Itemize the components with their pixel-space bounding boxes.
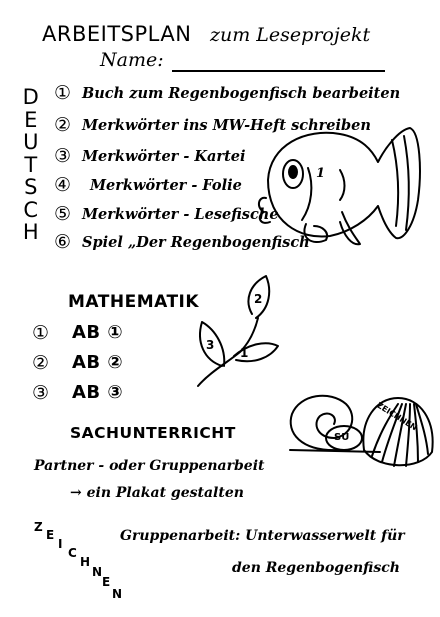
leaf-label: 1 — [240, 346, 249, 360]
fish-scale-label: 1 — [316, 166, 326, 181]
vertical-letter: C — [23, 197, 39, 222]
snail-label: SU — [334, 432, 350, 443]
zeichnen-line2: den Regenbogenfisch — [232, 560, 400, 576]
math-item-text: AB ① — [72, 322, 124, 343]
item-number: ③ — [32, 382, 50, 404]
item-number: ⑤ — [54, 203, 72, 225]
sachunterricht-line2: → ein Plakat gestalten — [70, 485, 244, 501]
mathematik-title: MATHEMATIK — [68, 292, 200, 312]
diagonal-letter: H — [80, 555, 91, 569]
math-item-text: AB ② — [72, 352, 124, 373]
zeichnen-line1: Gruppenarbeit: Unterwasserwelt für — [120, 528, 405, 544]
vertical-letter: D — [22, 85, 40, 109]
deutsch-item-text: Spiel „Der Regenbogenfisch — [82, 234, 310, 251]
diagonal-letter: E — [102, 575, 111, 589]
shell-label: ZEICHNEN — [375, 400, 419, 433]
item-number: ① — [54, 82, 72, 104]
diagonal-letter: E — [46, 528, 55, 542]
leaf-label: 3 — [206, 338, 215, 352]
deutsch-item-text: Merkwörter - Kartei — [82, 148, 246, 165]
diagonal-letter: N — [92, 565, 103, 579]
item-number: ② — [32, 352, 50, 374]
deutsch-item-text: Merkwörter - Folie — [90, 177, 242, 194]
item-number: ① — [32, 322, 50, 344]
deutsch-item-text: Merkwörter - Lesefische — [82, 206, 279, 223]
page-title: ARBEITSPLAN — [42, 22, 192, 46]
item-number: ④ — [54, 174, 72, 196]
name-label: Name: — [100, 49, 164, 71]
deutsch-item-text: Merkwörter ins MW-Heft schreiben — [82, 117, 371, 134]
sachunterricht-title: SACHUNTERRICHT — [70, 424, 236, 442]
vertical-letter: H — [22, 220, 40, 244]
sachunterricht-line1: Partner - oder Gruppenarbeit — [34, 458, 265, 474]
vertical-letter: U — [23, 130, 39, 154]
diagonal-letter: Z — [34, 520, 43, 534]
item-number: ⑥ — [54, 231, 72, 253]
diagonal-letter: I — [58, 537, 63, 551]
math-item-text: AB ③ — [72, 382, 124, 403]
vertical-letter: T — [24, 152, 38, 177]
diagonal-letter: N — [112, 587, 123, 601]
page-subtitle: zum Leseprojekt — [210, 24, 371, 46]
item-number: ② — [54, 114, 72, 136]
leaf-label: 2 — [254, 292, 263, 306]
vertical-letter: S — [24, 175, 38, 199]
diagonal-letter: C — [68, 546, 77, 560]
vertical-letter: E — [24, 107, 38, 132]
deutsch-item-text: Buch zum Regenbogenfisch bearbeiten — [82, 85, 401, 102]
item-number: ③ — [54, 145, 72, 167]
